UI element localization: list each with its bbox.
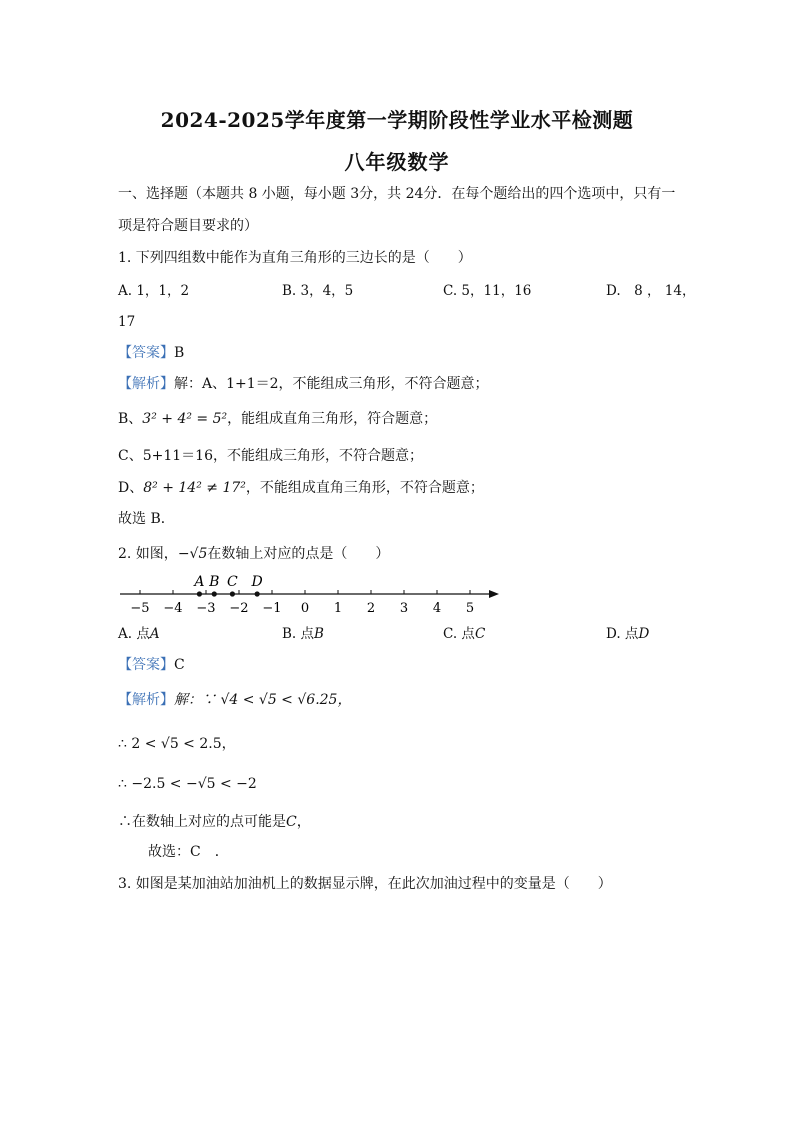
number-line-point-label: D [251,574,263,590]
q1-analysis-expr-d: 8² + 14² ≠ 17² [143,480,246,496]
number-line-point [197,591,202,596]
q1-analysis-prefix-d: D、 [118,480,144,496]
q2-analysis-2: ∴ 2 < √5 < 2.5， [118,736,236,752]
number-line-tick-label: 4 [432,601,442,616]
q1-option-d: D. 8 ， 14， [606,283,696,299]
number-line-point-label: B [209,574,220,590]
number-line-tick-label: −1 [262,601,282,616]
section-heading-line2: 项是符合题目要求的） [118,218,258,234]
number-line-tick-label: 2 [366,601,376,616]
q1-stem: 1. 下列四组数中能作为直角三角形的三边长的是（ ） [118,250,472,266]
q1-analysis-text-4: ，不能组成直角三角形，不符合题意； [245,480,484,496]
q2-stem-b: 在数轴上对应的点是（ ） [207,546,390,562]
q2-option-b [282,624,324,644]
q2-option-d [606,624,649,644]
q2-option-c [443,624,485,644]
page-subtitle: 八年级数学 [344,150,450,174]
q3-stem: 3. 如图是某加油站加油机上的数据显示牌，在此次加油过程中的变量是（ ） [118,876,612,892]
q2-analysis-text-1: 解：∵ √4 < √5 < √6.25， [174,692,352,708]
q1-analysis-text-2: ，能组成直角三角形，符合题意； [227,411,438,427]
q1-conclusion: 故选 B． [118,511,175,527]
number-line-tick-label: −5 [130,601,150,616]
q2-analysis-var: C [286,814,297,830]
q2-stem-expr: −√5 [177,546,208,562]
q2-analysis-end: ， [296,814,311,830]
q1-answer [118,343,184,363]
q2-analysis-3: ∴ −2.5 < −√5 < −2 [118,776,257,792]
number-line-point [255,591,260,596]
q1-analysis-text-1: 解：A、1+1＝2，不能组成三角形，不符合题意； [174,376,489,392]
q2-option-c-text: C. 点 [443,626,475,642]
number-line-point-label: A [194,574,205,590]
answer-tag: 【答案】 [118,657,174,673]
q1-analysis-3: C、5+11＝16，不能组成三角形，不符合题意； [118,448,423,464]
q1-option-c: C. 5，11，16 [443,283,532,299]
page-title: 2024-2025学年度第一学期阶段性学业水平检测题 [160,108,634,132]
analysis-tag: 【解析】 [118,376,174,392]
number-line-figure [118,572,508,620]
q2-analysis-1 [118,690,351,710]
q1-answer-value: B [174,345,185,361]
number-line-points [192,574,262,597]
q1-analysis-expr-b: 3² + 4² = 5² [142,411,228,427]
q1-option-b: B. 3，4，5 [282,283,354,299]
q2-option-a [118,624,160,644]
q2-stem-a: 2. 如图， [118,546,178,562]
section-heading-line1: 一、选择题（本题共 8 小题，每小题 3分，共 24分．在每个题给出的四个选项中，只有一 [118,186,676,202]
q1-option-d-cont: 17 [118,314,136,330]
q1-analysis-2 [118,409,437,429]
answer-tag: 【答案】 [118,345,174,361]
q2-option-c-var: C [474,626,486,642]
number-line-tick-label: 0 [300,601,310,616]
number-line-tick-label: 1 [333,601,343,616]
q2-conclusion: 故选：C ． [148,844,229,860]
number-line-tick-label: 5 [465,601,475,616]
number-line-point [230,591,235,596]
q1-analysis-prefix-b: B、 [118,411,143,427]
q2-option-a-text: A. 点 [118,626,150,642]
q1-analysis-4 [118,478,484,498]
q2-answer [118,655,185,675]
q2-answer-value: C [174,657,185,673]
q2-analysis-text-4: ∴在数轴上对应的点可能是 [118,814,286,830]
q1-option-a: A. 1，1，2 [118,283,190,299]
number-line-point [212,591,217,596]
q2-option-d-var: D [638,626,650,642]
number-line-arrow [489,590,499,598]
number-line-point-label: C [227,574,238,590]
number-line-tick-label: 3 [399,601,409,616]
q2-option-d-text: D. 点 [606,626,639,642]
q1-analysis-1 [118,374,489,394]
q2-stem [118,544,389,564]
q2-analysis-4 [118,812,311,832]
q2-option-a-var: A [149,626,160,642]
number-line-tick-label: −4 [163,601,183,616]
q2-option-b-var: B [314,626,324,642]
number-line-tick-label: −3 [196,601,216,616]
analysis-tag: 【解析】 [118,692,174,708]
number-line-tick-label: −2 [229,601,249,616]
q2-option-b-text: B. 点 [282,626,315,642]
